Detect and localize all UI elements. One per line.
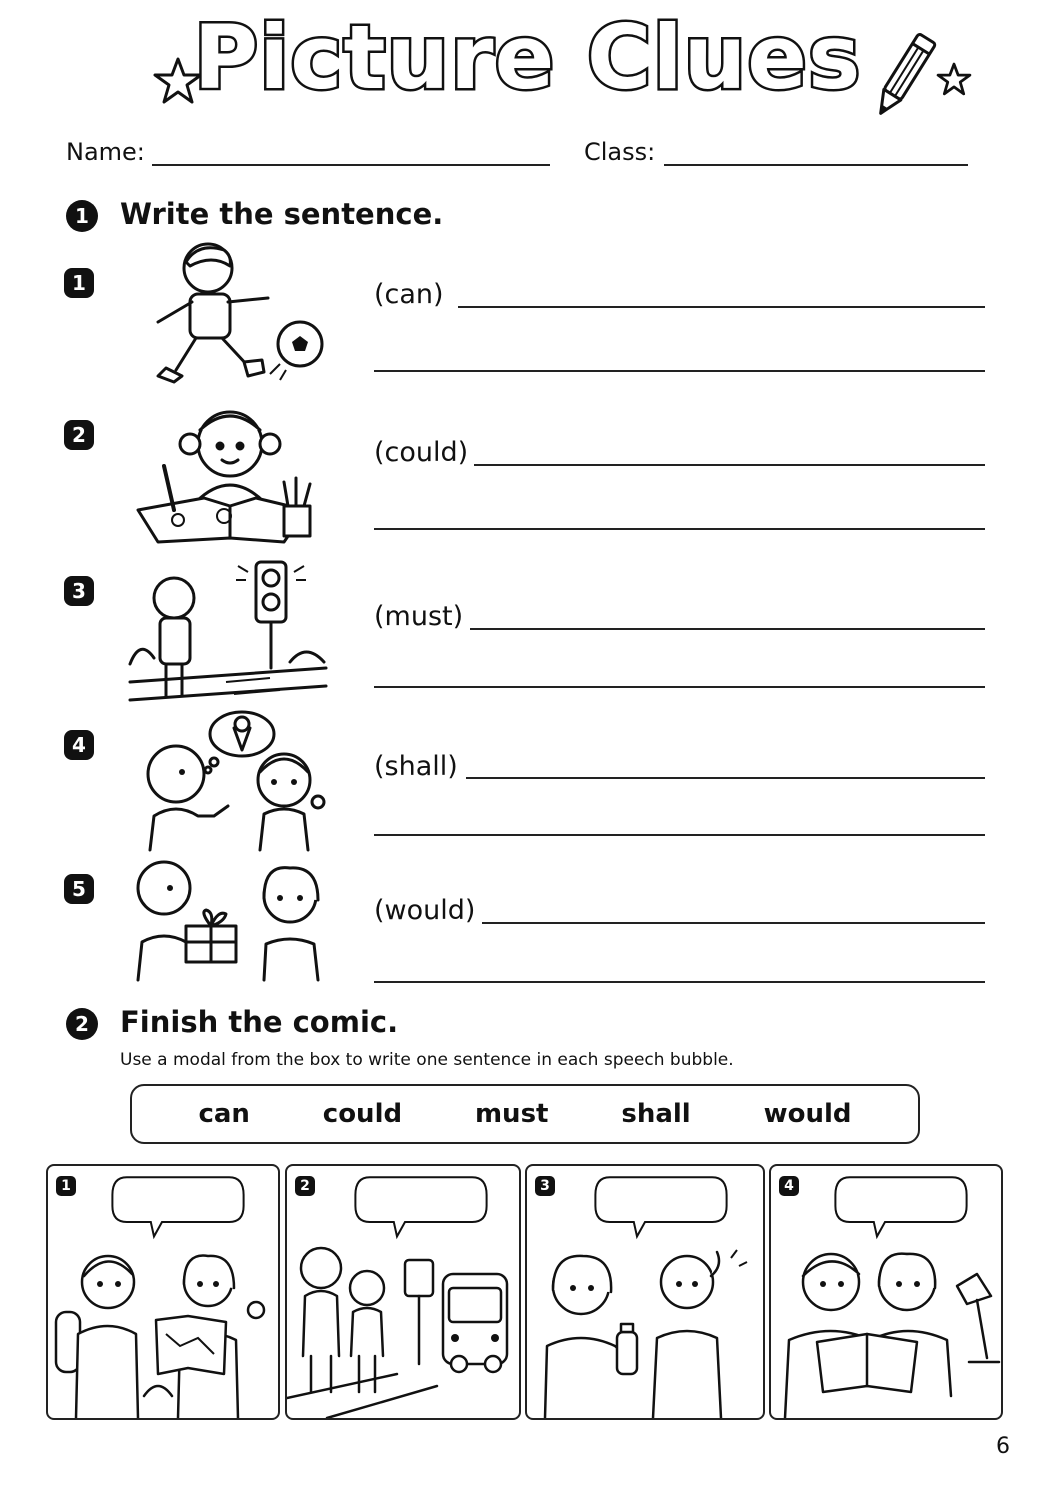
instruction-text: Use a modal from the box to write one sentence in each speech bubble. — [120, 1050, 734, 1070]
item-number: 1 — [64, 268, 94, 298]
bus-stop-scene — [287, 1246, 519, 1418]
speech-bubble[interactable] — [337, 1174, 505, 1238]
name-label: Name: — [66, 138, 145, 166]
answer-line[interactable] — [374, 981, 985, 983]
answer-line[interactable] — [374, 528, 985, 530]
hint-could: (could) — [374, 437, 469, 468]
traffic-light-illustration — [130, 558, 330, 708]
answer-line[interactable] — [466, 777, 985, 779]
speech-bubble[interactable] — [94, 1174, 262, 1238]
drawing-girl-illustration — [134, 398, 330, 548]
ice-cream-talk-illustration — [132, 706, 332, 850]
section-title: Write the sentence. — [120, 197, 444, 231]
hint-can: (can) — [374, 279, 444, 310]
panel-number: 1 — [56, 1176, 76, 1196]
item-number: 2 — [64, 420, 94, 450]
word-can: can — [198, 1099, 250, 1129]
answer-line[interactable] — [374, 686, 985, 688]
comic-panel-2 — [285, 1164, 521, 1420]
reading-book-scene — [771, 1246, 1001, 1418]
answer-line[interactable] — [374, 834, 985, 836]
comic-panel-3 — [525, 1164, 765, 1420]
section-badge: 2 — [66, 1008, 98, 1040]
page-title: Picture Clues — [193, 6, 862, 109]
speech-bubble[interactable] — [577, 1174, 745, 1238]
hint-must: (must) — [374, 601, 464, 632]
star-icon — [936, 62, 972, 98]
word-must: must — [474, 1099, 549, 1129]
speech-bubble[interactable] — [817, 1174, 985, 1238]
class-field[interactable] — [664, 164, 968, 166]
hint-shall: (shall) — [374, 751, 458, 782]
answer-line[interactable] — [474, 464, 985, 466]
answer-line[interactable] — [482, 922, 985, 924]
kicking-ball-illustration — [140, 240, 330, 390]
section-title: Finish the comic. — [120, 1005, 399, 1039]
water-bottle-scene — [527, 1246, 763, 1418]
class-label: Class: — [584, 138, 656, 166]
item-number: 4 — [64, 730, 94, 760]
word-shall: shall — [621, 1099, 691, 1129]
word-could: could — [322, 1099, 403, 1129]
panel-number: 3 — [535, 1176, 555, 1196]
word-box — [130, 1084, 920, 1144]
word-would: would — [763, 1099, 852, 1129]
backpack-map-scene — [48, 1246, 278, 1418]
panel-number: 2 — [295, 1176, 315, 1196]
answer-line[interactable] — [470, 628, 985, 630]
name-field[interactable] — [152, 164, 550, 166]
section-badge: 1 — [66, 200, 98, 232]
panel-number: 4 — [779, 1176, 799, 1196]
pencil-icon — [868, 28, 940, 124]
comic-panel-1 — [46, 1164, 280, 1420]
answer-line[interactable] — [458, 306, 985, 308]
page-number: 6 — [996, 1434, 1010, 1459]
hint-would: (would) — [374, 895, 476, 926]
item-number: 5 — [64, 874, 94, 904]
answer-line[interactable] — [374, 370, 985, 372]
comic-panel-4 — [769, 1164, 1003, 1420]
gift-giving-illustration — [130, 858, 330, 982]
item-number: 3 — [64, 576, 94, 606]
